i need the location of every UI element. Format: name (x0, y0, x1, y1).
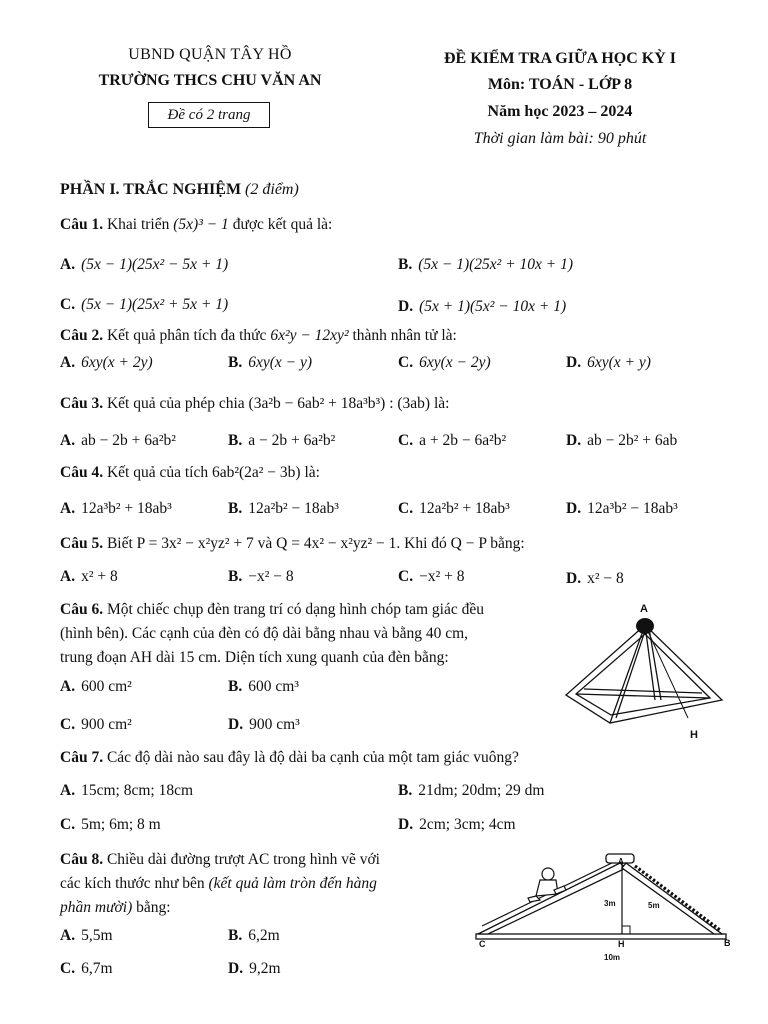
question-line: các kích thước như bên (kết quả làm tròn đến hàng (60, 875, 377, 892)
slide-figure (470, 846, 760, 966)
label-c: C (479, 939, 486, 949)
q8-option-a[interactable]: A. 5,5m (60, 927, 113, 944)
pyramid-lamp-figure (560, 600, 728, 745)
q8-option-b[interactable]: B. 6,2m (228, 927, 280, 944)
question-text: Kết quả của phép chia (106, 395, 245, 412)
school-year: Năm học 2023 – 2024 (487, 103, 633, 120)
question-expression: (5x)³ − 1 (173, 216, 229, 233)
q4-option-c[interactable]: C. 12a²b² + 18ab³ (398, 500, 510, 517)
section-title-text: PHẦN I. TRẮC NGHIỆM (60, 181, 242, 198)
question-label: Câu 4. (60, 464, 104, 481)
q2-option-b[interactable]: B. 6xy(x − y) (228, 354, 313, 371)
question-text: Kết quả của tích (106, 464, 209, 481)
question-7 (60, 749, 519, 767)
q3-option-d[interactable]: D. ab − 2b² + 6ab (566, 432, 678, 449)
q2-option-a[interactable]: A. 6xy(x + 2y) (60, 354, 153, 371)
school-name: TRƯỜNG THCS CHU VĂN AN (98, 72, 322, 89)
label-b: B (724, 938, 731, 948)
question-4 (60, 464, 320, 482)
question-line: phần mười) bằng: (60, 899, 171, 916)
label-side: 5m (648, 901, 660, 910)
q7-option-c[interactable]: C. 5m; 6m; 8 m (60, 816, 161, 833)
question-text: được kết quả là: (232, 216, 333, 233)
q7-option-a[interactable]: A. 15cm; 8cm; 18cm (60, 782, 193, 799)
question-text: là: (304, 464, 320, 481)
question-8 (60, 848, 460, 920)
q8-option-d[interactable]: D. 9,2m (228, 960, 281, 977)
q4-option-d[interactable]: D. 12a³b² − 18ab³ (566, 500, 678, 517)
q6-option-c[interactable]: C. 900 cm² (60, 716, 132, 733)
question-6 (60, 598, 560, 670)
q3-option-a[interactable]: A. ab − 2b + 6a²b² (60, 432, 176, 449)
question-line: (hình bên). Các cạnh của đèn có độ dài bằng nhau và bằng 40 cm, (60, 625, 469, 642)
q2-option-c[interactable]: C. 6xy(x − 2y) (398, 354, 491, 371)
q6-option-b[interactable]: B. 600 cm³ (228, 678, 299, 695)
question-expression: Q = 4x² − x²yz² − 1 (276, 535, 397, 552)
q1-option-b[interactable]: B. (5x − 1)(25x² + 10x + 1) (398, 256, 574, 273)
question-line: trung đoạn AH dài 15 cm. Diện tích xung quanh của đèn bằng: (60, 649, 449, 666)
q3-option-c[interactable]: C. a + 2b − 6a²b² (398, 432, 507, 449)
q8-option-c[interactable]: C. 6,7m (60, 960, 113, 977)
question-label: Câu 1. (60, 216, 104, 233)
pages-note-box: Đề có 2 trang (148, 102, 270, 128)
label-a: A (640, 603, 648, 615)
question-expression: (3a²b − 6ab² + 18a³b³) : (3ab) (248, 395, 431, 412)
question-5 (60, 535, 525, 553)
question-text: Kết quả phân tích đa thức (106, 327, 267, 344)
q5-option-b[interactable]: B. −x² − 8 (228, 568, 294, 585)
label-a: A (618, 857, 624, 866)
q2-option-d[interactable]: D. 6xy(x + y) (566, 354, 651, 371)
lamp-apex-knob (636, 618, 654, 634)
question-expression: 6ab²(2a² − 3b) (211, 464, 301, 481)
duration: Thời gian làm bài: 90 phút (473, 130, 647, 147)
question-text: và (257, 535, 273, 552)
exam-title: ĐỀ KIỂM TRA GIỮA HỌC KỲ I (443, 50, 677, 67)
subject: Môn: TOÁN - LỚP 8 (487, 76, 633, 93)
q5-option-d[interactable]: D. x² − 8 (566, 570, 624, 587)
label-h: H (618, 939, 625, 949)
question-line: Câu 6. Một chiếc chụp đèn trang trí có dạng hình chóp tam giác đều (60, 601, 485, 618)
question-expression: 6x²y − 12xy² (270, 327, 349, 344)
district-name: UBND QUẬN TÂY HỒ (128, 46, 292, 63)
q6-option-d[interactable]: D. 900 cm³ (228, 716, 300, 733)
question-text: là: (433, 395, 450, 412)
q3-option-b[interactable]: B. a − 2b + 6a²b² (228, 432, 336, 449)
q7-option-d[interactable]: D. 2cm; 3cm; 4cm (398, 816, 516, 833)
q7-option-b[interactable]: B. 21dm; 20dm; 29 dm (398, 782, 545, 799)
q5-option-c[interactable]: C. −x² + 8 (398, 568, 465, 585)
label-h: H (690, 729, 698, 741)
question-line: Câu 8. Chiều dài đường trượt AC trong hình vẽ với (60, 851, 380, 868)
question-label: Câu 5. (60, 535, 104, 552)
question-label: Câu 3. (60, 395, 104, 412)
question-text: Biết (106, 535, 133, 552)
question-1 (60, 216, 332, 234)
q6-option-a[interactable]: A. 600 cm² (60, 678, 132, 695)
question-expression: P = 3x² − x²yz² + 7 (136, 535, 254, 552)
question-label: Câu 6. (60, 601, 104, 618)
question-3 (60, 395, 449, 413)
question-label: Câu 2. (60, 327, 104, 344)
label-base: 10m (604, 953, 621, 962)
question-2 (60, 327, 457, 345)
q4-option-b[interactable]: B. 12a²b² − 18ab³ (228, 500, 339, 517)
question-text: Các độ dài nào sau đây là độ dài ba cạnh của một tam giác vuông? (106, 749, 519, 766)
q5-option-a[interactable]: A. x² + 8 (60, 568, 118, 585)
q1-option-c[interactable]: C. (5x − 1)(25x² + 5x + 1) (60, 296, 229, 313)
label-height: 3m (604, 899, 616, 908)
question-label: Câu 8. (60, 851, 104, 868)
q4-option-a[interactable]: A. 12a³b² + 18ab³ (60, 500, 172, 517)
question-text: thành nhân tử là: (352, 327, 457, 344)
question-text: Khai triển (106, 216, 170, 233)
section-title (60, 181, 299, 199)
question-text: . Khi đó Q − P bằng: (396, 535, 525, 552)
section-points: (2 điểm) (245, 181, 299, 198)
question-label: Câu 7. (60, 749, 104, 766)
q1-option-a[interactable]: A. (5x − 1)(25x² − 5x + 1) (60, 256, 229, 273)
q1-option-d[interactable]: D. (5x + 1)(5x² − 10x + 1) (398, 298, 567, 315)
